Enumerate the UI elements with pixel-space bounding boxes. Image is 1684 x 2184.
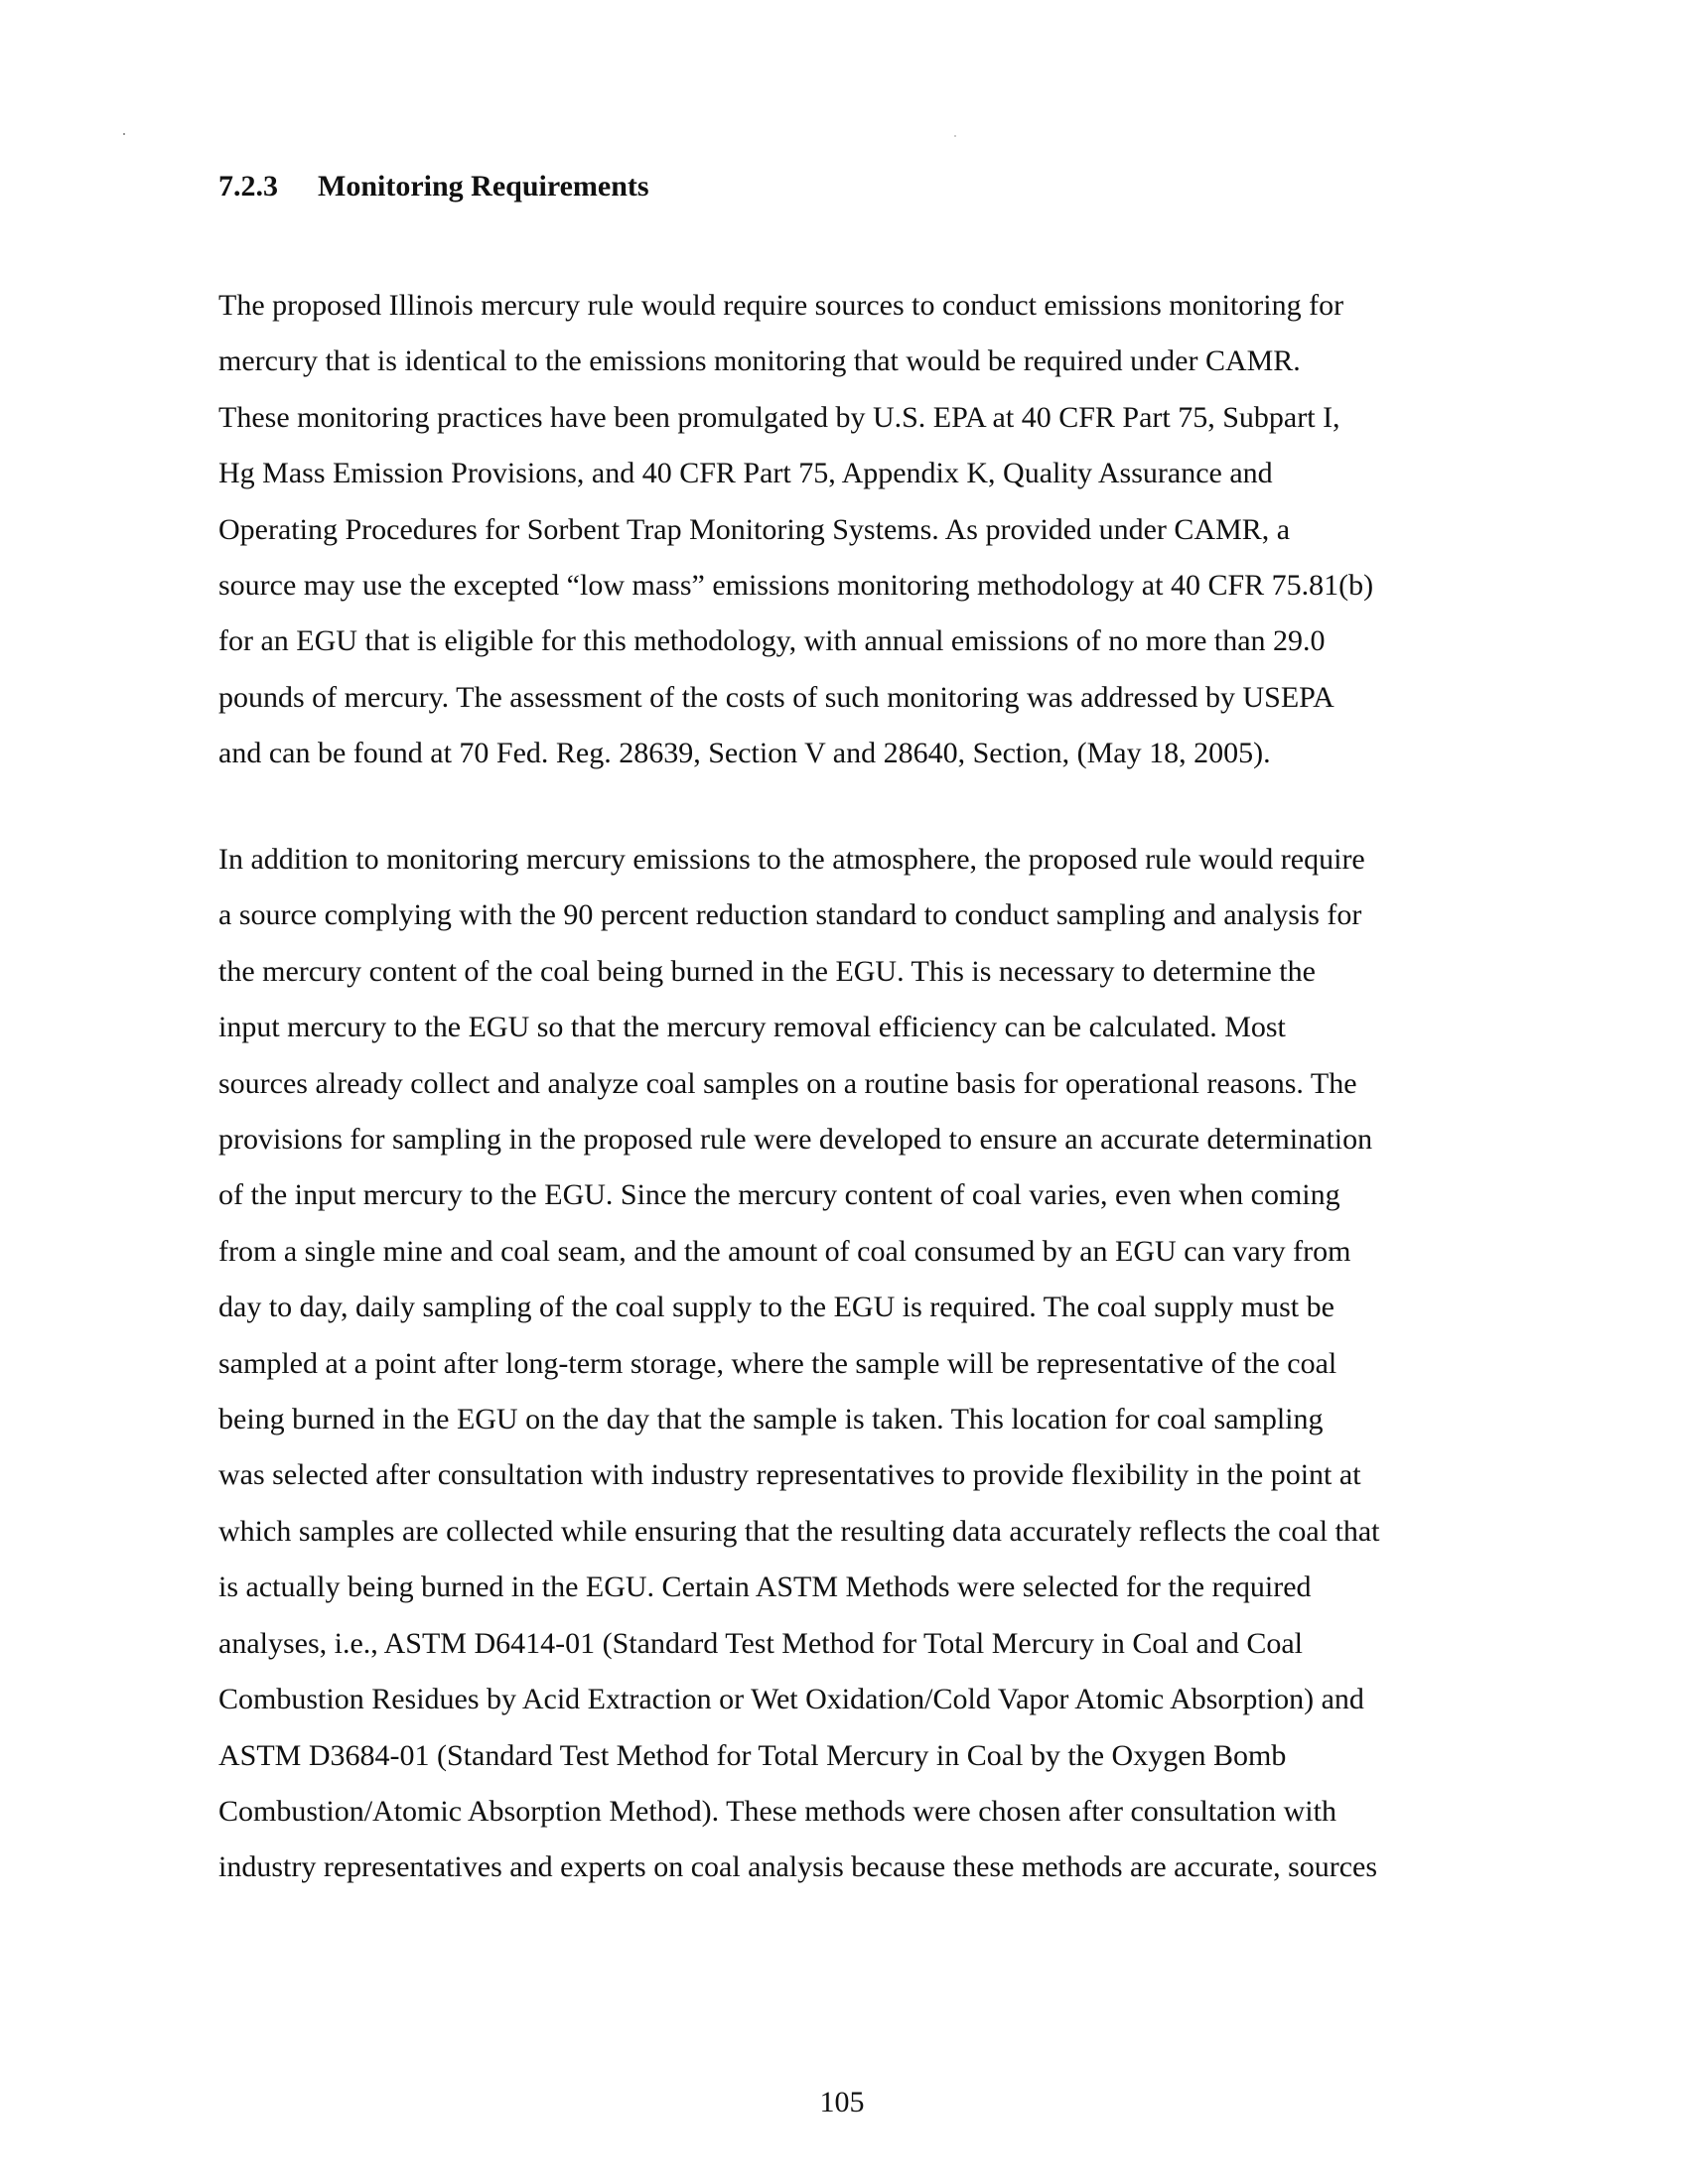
section-number: 7.2.3 (218, 170, 278, 203)
scan-speck (123, 133, 125, 135)
text-line: mercury that is identical to the emissions monitoring that would be required under CAMR. (218, 344, 1301, 378)
text-line: which samples are collected while ensuring that the resulting data accurately reflects the coal that (218, 1514, 1380, 1548)
text-line: The proposed Illinois mercury rule would require sources to conduct emissions monitoring for (218, 289, 1344, 322)
text-line: day to day, daily sampling of the coal supply to the EGU is required. The coal supply must be (218, 1291, 1334, 1324)
section-title: Monitoring Requirements (318, 170, 649, 203)
text-line: analyses, i.e., ASTM D6414-01 (Standard Test Method for Total Mercury in Coal and Coal (218, 1626, 1304, 1660)
paragraph-coal-sampling (218, 832, 1509, 1896)
text-line: a source complying with the 90 percent reduction standard to conduct sampling and analysis for (218, 898, 1362, 932)
text-line: of the input mercury to the EGU. Since the mercury content of coal varies, even when coming (218, 1178, 1340, 1212)
text-line: was selected after consultation with industry representatives to provide flexibility in the point at (218, 1458, 1361, 1492)
text-line: provisions for sampling in the proposed rule were developed to ensure an accurate determination (218, 1123, 1373, 1157)
text-line: ASTM D3684-01 (Standard Test Method for Total Mercury in Coal by the Oxygen Bomb (218, 1738, 1287, 1772)
paragraph-monitoring-overview (218, 278, 1509, 782)
text-line: In addition to monitoring mercury emissions to the atmosphere, the proposed rule would require (218, 843, 1365, 876)
text-line: from a single mine and coal seam, and the amount of coal consumed by an EGU can vary from (218, 1234, 1351, 1268)
text-line: sources already collect and analyze coal samples on a routine basis for operational reasons. The (218, 1066, 1357, 1100)
text-line: the mercury content of the coal being burned in the EGU. This is necessary to determine the (218, 954, 1316, 988)
text-line: for an EGU that is eligible for this methodology, with annual emissions of no more than 29.0 (218, 624, 1326, 658)
text-line: input mercury to the EGU so that the mercury removal efficiency can be calculated. Most (218, 1011, 1286, 1044)
page-number: 105 (819, 2086, 865, 2118)
text-line: and can be found at 70 Fed. Reg. 28639, Section V and 28640, Section, (May 18, 2005). (218, 737, 1271, 770)
text-line: Combustion Residues by Acid Extraction or Wet Oxidation/Cold Vapor Atomic Absorption) and (218, 1683, 1364, 1716)
text-line: pounds of mercury. The assessment of the costs of such monitoring was addressed by USEPA (218, 680, 1334, 714)
text-line: source may use the excepted “low mass” emissions monitoring methodology at 40 CFR 75.81(b) (218, 569, 1374, 603)
text-line: Combustion/Atomic Absorption Method). These methods were chosen after consultation with (218, 1794, 1336, 1828)
text-line: Operating Procedures for Sorbent Trap Monitoring Systems. As provided under CAMR, a (218, 512, 1291, 546)
scan-speck (954, 135, 956, 137)
text-line: Hg Mass Emission Provisions, and 40 CFR Part 75, Appendix K, Quality Assurance and (218, 457, 1273, 490)
text-line: These monitoring practices have been promulgated by U.S. EPA at 40 CFR Part 75, Subpart I, (218, 400, 1340, 434)
text-line: is actually being burned in the EGU. Certain ASTM Methods were selected for the required (218, 1570, 1312, 1604)
text-line: sampled at a point after long-term storage, where the sample will be representative of the coal (218, 1346, 1337, 1380)
section-heading (218, 167, 649, 206)
text-line: being burned in the EGU on the day that the sample is taken. This location for coal sampling (218, 1403, 1324, 1436)
text-line: industry representatives and experts on coal analysis because these methods are accurate, sources (218, 1850, 1378, 1884)
